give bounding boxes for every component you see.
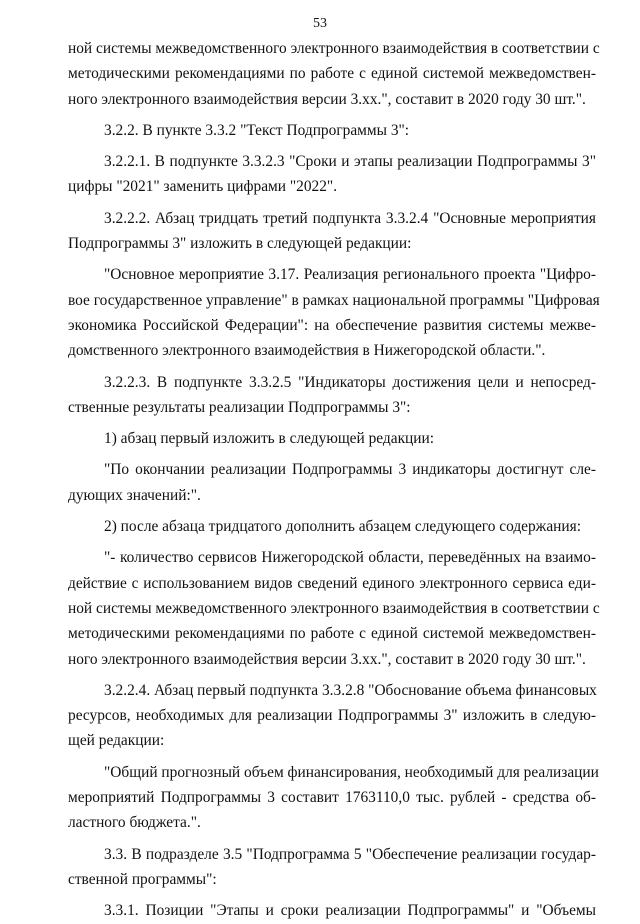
text-line: "Общий прогнозный объем финансирования, необходимый для реализации [104, 763, 599, 781]
text-line: дующих значений:". [68, 486, 201, 504]
text-line: методическими рекомендациями по работе с единой системой межведомствен- [68, 625, 596, 643]
text-line: 3.2.2.4. Абзац первый подпункта 3.3.2.8 "Обоснование объема финансовых [104, 681, 597, 699]
text-line: ственные результаты реализации Подпрограммы 3": [68, 398, 411, 416]
text-line: мероприятий Подпрограммы 3 составит 1763110,0 тыс. рублей - средства об- [68, 789, 596, 807]
text-line: 3.2.2.3. В подпункте 3.3.2.5 "Индикаторы достижения цели и непосред- [104, 373, 596, 391]
text-line: 3.3. В подразделе 3.5 "Подпрограмма 5 "Обеспечение реализации государ- [104, 845, 596, 863]
text-line: 3.2.2.2. Абзац тридцать третий подпункта 3.3.2.4 "Основные мероприятия [104, 209, 596, 227]
text-line: ственной программы": [68, 870, 217, 888]
text-line: 1) абзац первый изложить в следующей редакции: [104, 430, 435, 448]
text-line: экономика Российской Федерации": на обеспечение развития системы межве- [68, 316, 596, 334]
text-line: ной системы межведомственного электронного взаимодействия в соответствии с [68, 40, 600, 57]
text-line: ного электронного взаимодействия версии 3.xx.", составит в 2020 году 30 шт.". [68, 90, 586, 108]
text-line: ластного бюджета.". [68, 814, 201, 832]
text-line: вое государственное управление" в рамках национальной программы "Цифровая [68, 291, 600, 309]
text-line: щей редакции: [68, 732, 165, 750]
text-line: "- количество сервисов Нижегородской области, переведённых на взаимо- [104, 549, 596, 567]
text-line: 3.3.1. Позиции "Этапы и сроки реализации Подпрограммы" и "Объемы [104, 902, 596, 920]
text-line: ного электронного взаимодействия версии 3.xx.", составит в 2020 году 30 шт.". [68, 650, 586, 668]
text-line: 3.2.2.1. В подпункте 3.3.2.3 "Сроки и этапы реализации Подпрограммы 3" [104, 153, 596, 171]
text-line: 3.2.2. В пункте 3.3.2 "Текст Подпрограммы 3": [104, 121, 410, 139]
document-body [68, 36, 600, 924]
page-number: 53 [313, 16, 327, 31]
text-line: Подпрограммы 3" изложить в следующей редакции: [68, 235, 412, 253]
text-line: ресурсов, необходимых для реализации Подпрограммы 3" изложить в следую- [68, 707, 596, 725]
text-line: методическими рекомендациями по работе с единой системой межведомствен- [68, 65, 596, 83]
text-line: цифры "2021" заменить цифрами "2022". [68, 178, 338, 196]
text-line: "По окончании реализации Подпрограммы 3 индикаторы достигнут сле- [104, 461, 596, 479]
text-line: "Основное мероприятие 3.17. Реализация регионального проекта "Цифро- [104, 266, 596, 284]
text-line: действие с использованием видов сведений единого электронного сервиса еди- [68, 574, 596, 592]
text-line: ной системы межведомственного электронного взаимодействия в соответствии с [68, 599, 600, 617]
text-line: домственного электронного взаимодействия в Нижегородской области.". [68, 342, 546, 360]
text-line: 2) после абзаца тридцатого дополнить абзацем следующего содержания: [104, 518, 581, 536]
